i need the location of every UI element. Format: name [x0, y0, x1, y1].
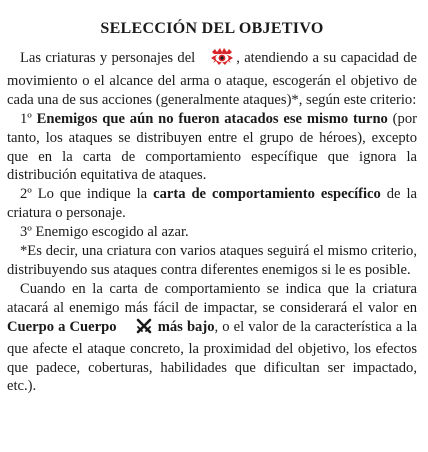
criterion-2-lead: 2º Lo que indique la: [20, 186, 154, 203]
footnote: *Es decir, una criatura con varios ataques seguirá el mismo criterio, distribuyendo sus ataques contra diferentes enemigos si le es posible.: [7, 243, 417, 278]
criterion-1: [7, 110, 417, 186]
criterion-2-bold: carta de comportamiento específico: [153, 186, 381, 203]
criterion-1-bold: Enemigos que aún no fueron atacados ese mismo turno: [36, 110, 388, 127]
criterion-1-text: (por tanto, los ataques se distribuyen entre el grupo de héroes), excepto que en la carta de comportamiento específique que ignora la distribución equitativa de ataques.: [7, 110, 417, 184]
closing-bold-lowest: más bajo: [157, 318, 215, 335]
section-title: SELECCIÓN DEL OBJETIVO: [100, 20, 324, 37]
closing-text-start: Cuando en la carta de comportamiento se indica que la criatura atacará al enemigo más fácil de impactar, se considerará el valor en: [7, 280, 417, 316]
criterion-1-number: 1º: [20, 110, 37, 127]
intro-text-start: Las criaturas y personajes del: [20, 50, 196, 66]
red-eye-icon: [197, 48, 234, 72]
closing-bold-melee: Cuerpo a Cuerpo: [7, 318, 117, 335]
criterion-2: [7, 185, 417, 223]
closing-paragraph: [7, 280, 417, 396]
intro-text-end: , atendiendo a su capacidad de movimiento o el alcance del arma o ataque, escogerán el objetivo de cada una de sus acciones (generalmente ataques)*, según este criterio:: [7, 50, 417, 108]
criterion-2-text: de la criatura o personaje.: [7, 186, 418, 222]
intro-paragraph: [7, 48, 417, 110]
closing-text-end: , o el valor de la característica a la que afecte el ataque concreto, la proximidad del objetivo, los efectos que padece, coberturas, habilidades que dificultan ser impactado, etc.).: [7, 318, 417, 395]
criterion-3: 3º Enemigo escogido al azar.: [20, 224, 189, 241]
crossed-swords-icon: [122, 318, 153, 340]
